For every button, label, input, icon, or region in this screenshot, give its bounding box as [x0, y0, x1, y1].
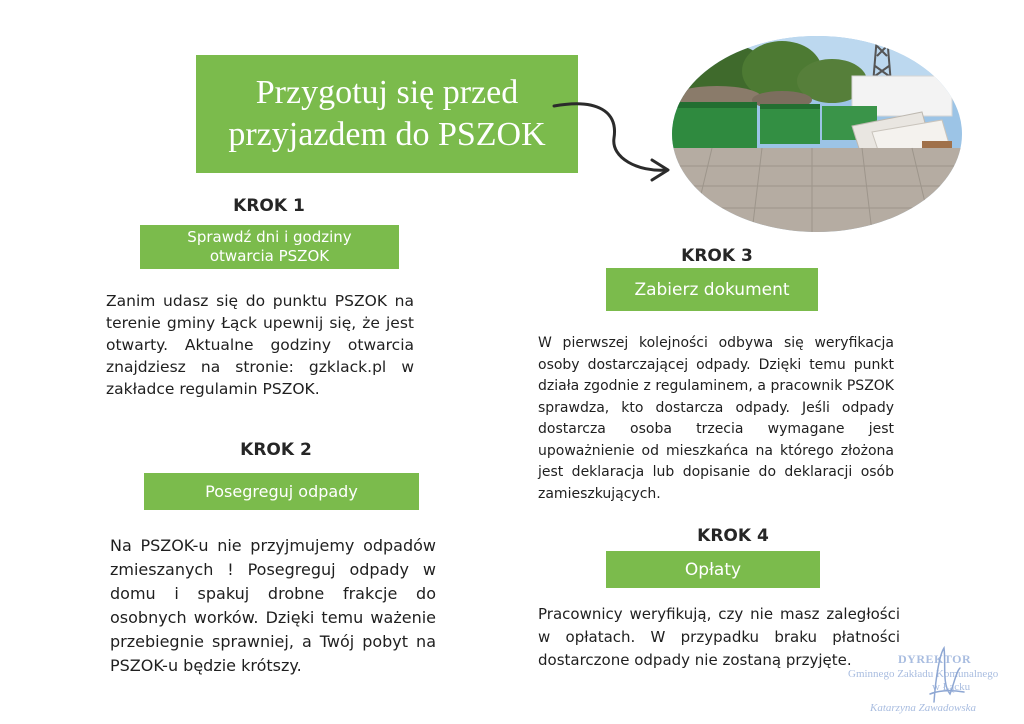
title-line-2: przyjazdem do PSZOK — [228, 116, 546, 153]
step1-text: Zanim udasz się do punktu PSZOK na terenie gminy Łąck upewnij się, że jest otwarty. Aktualne godziny otwarcia znajdziesz na stronie: gzklack.pl w zakładce regulamin PSZOK. — [106, 292, 414, 398]
step2-text: Na PSZOK-u nie przyjmujemy odpadów zmieszanych ! Posegreguj odpady w domu i spakuj drobne frakcje do osobnych worków. Dzięki temu ważenie przebiegnie sprawniej, a Twój pobyt na PSZOK-u będzie krótszy. — [110, 536, 436, 675]
step4-bar: Opłaty — [606, 551, 820, 588]
stamp-title: DYREKTOR — [898, 652, 972, 666]
step1-bar-line-1: Sprawdź dni i godziny — [187, 228, 352, 246]
step4-label: KROK 4 — [697, 526, 769, 546]
step3-bar: Zabierz dokument — [606, 268, 818, 311]
pszok-photo — [672, 36, 962, 232]
signature-icon — [926, 644, 966, 704]
curved-arrow-icon — [548, 100, 678, 180]
stamp-institution: Gminnego Zakładu Komunalnego — [848, 668, 999, 680]
step3-label: KROK 3 — [681, 246, 753, 266]
title-line-1: Przygotuj się przed — [255, 74, 519, 111]
stamp-name: Katarzyna Zawadowska — [870, 702, 977, 714]
step3-text: W pierwszej kolejności odbywa się weryfikacja osoby dostarczającej odpady. Dzięki temu punkt działa zgodnie z regulaminem, a pracownik PSZOK sprawdza, kto dostarcza odpady. Jeśli odpady dostarcza osoba trzecia wymagane jest upoważnienie od mieszkańca na którego złożona jest deklaracja lub dopisanie do deklaracji osób zamieszkujących. — [538, 335, 894, 502]
page-title — [196, 55, 578, 173]
stamp-location: w Łącku — [932, 681, 971, 693]
step1-bar-line-2: otwarcia PSZOK — [209, 247, 330, 265]
step2-bar: Posegreguj odpady — [144, 473, 419, 510]
step1-label: KROK 1 — [233, 196, 305, 216]
step2-label: KROK 2 — [240, 440, 312, 460]
step4-text: Pracownicy weryfikują, czy nie masz zaległości w opłatach. W przypadku braku płatności dostarczone odpady nie zostaną przyjęte. — [538, 605, 900, 669]
step1-bar — [140, 225, 399, 269]
director-stamp — [840, 640, 1020, 724]
